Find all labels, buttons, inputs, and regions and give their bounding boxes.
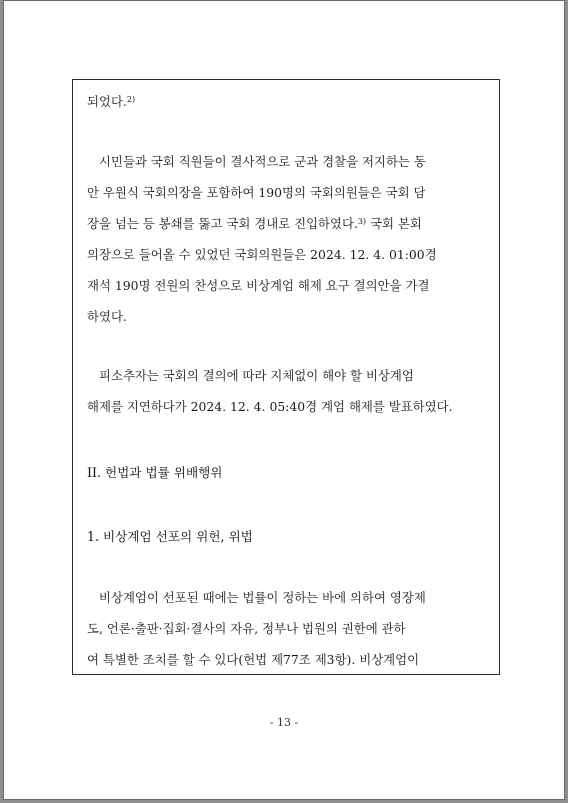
paragraph-line (87, 216, 422, 232)
paragraph-line (87, 621, 406, 637)
text-run: 의장으로 들어올 수 있었던 국회의원들은 2024. 12. 4. 01:00경 (87, 247, 437, 262)
paragraph-line (87, 185, 425, 201)
text-run: 안 우원식 국회의장을 포함하여 190명의 국회의원들은 국회 담 (87, 185, 426, 200)
document-text-frame (72, 79, 500, 675)
paragraph-line (87, 399, 453, 415)
paragraph-line (87, 247, 437, 263)
text-run: 시민들과 국회 직원들이 결사적으로 군과 경찰을 저지하는 동 (99, 154, 426, 169)
paragraph-line (87, 652, 419, 668)
paragraph-line (99, 154, 426, 170)
paragraph-line (99, 368, 414, 384)
text-run: 재석 190명 전원의 찬성으로 비상계엄 해제 요구 결의안을 가결 (87, 278, 430, 293)
document-page (3, 0, 565, 800)
text-run: 장을 넘는 등 봉쇄를 뚫고 국회 경내로 진입하였다. (87, 216, 358, 231)
paragraph-line (87, 309, 127, 325)
text-run: 여 특별한 조치를 할 수 있다(헌법 제77조 제3항). 비상계엄이 (87, 652, 420, 667)
text-run: 도, 언론·출판·집회·결사의 자유, 정부나 법원의 권한에 관하 (87, 621, 406, 636)
footnote-marker[interactable]: 2) (126, 95, 136, 104)
paragraph-line (87, 94, 135, 110)
text-run: 국회 본회 (366, 216, 422, 231)
text-run: 되었다. (87, 94, 127, 109)
section-heading: II. 헌법과 법률 위배행위 (87, 465, 223, 480)
footnote-marker[interactable]: 3) (357, 217, 367, 226)
text-run: 하였다. (87, 309, 127, 324)
subsection-heading: 1. 비상계엄 선포의 위헌, 위법 (87, 529, 253, 544)
text-run: 피소추자는 국회의 결의에 따라 지체없이 해야 할 비상계엄 (99, 368, 414, 383)
text-run: 해제를 지연하다가 2024. 12. 4. 05:40경 계엄 해제를 발표하였다. (87, 399, 453, 414)
text-run: 비상계엄이 선포된 때에는 법률이 정하는 바에 의하여 영장제 (99, 590, 426, 605)
paragraph-line (99, 590, 426, 606)
paragraph-line (87, 278, 429, 294)
page-number: - 13 - (269, 716, 299, 729)
